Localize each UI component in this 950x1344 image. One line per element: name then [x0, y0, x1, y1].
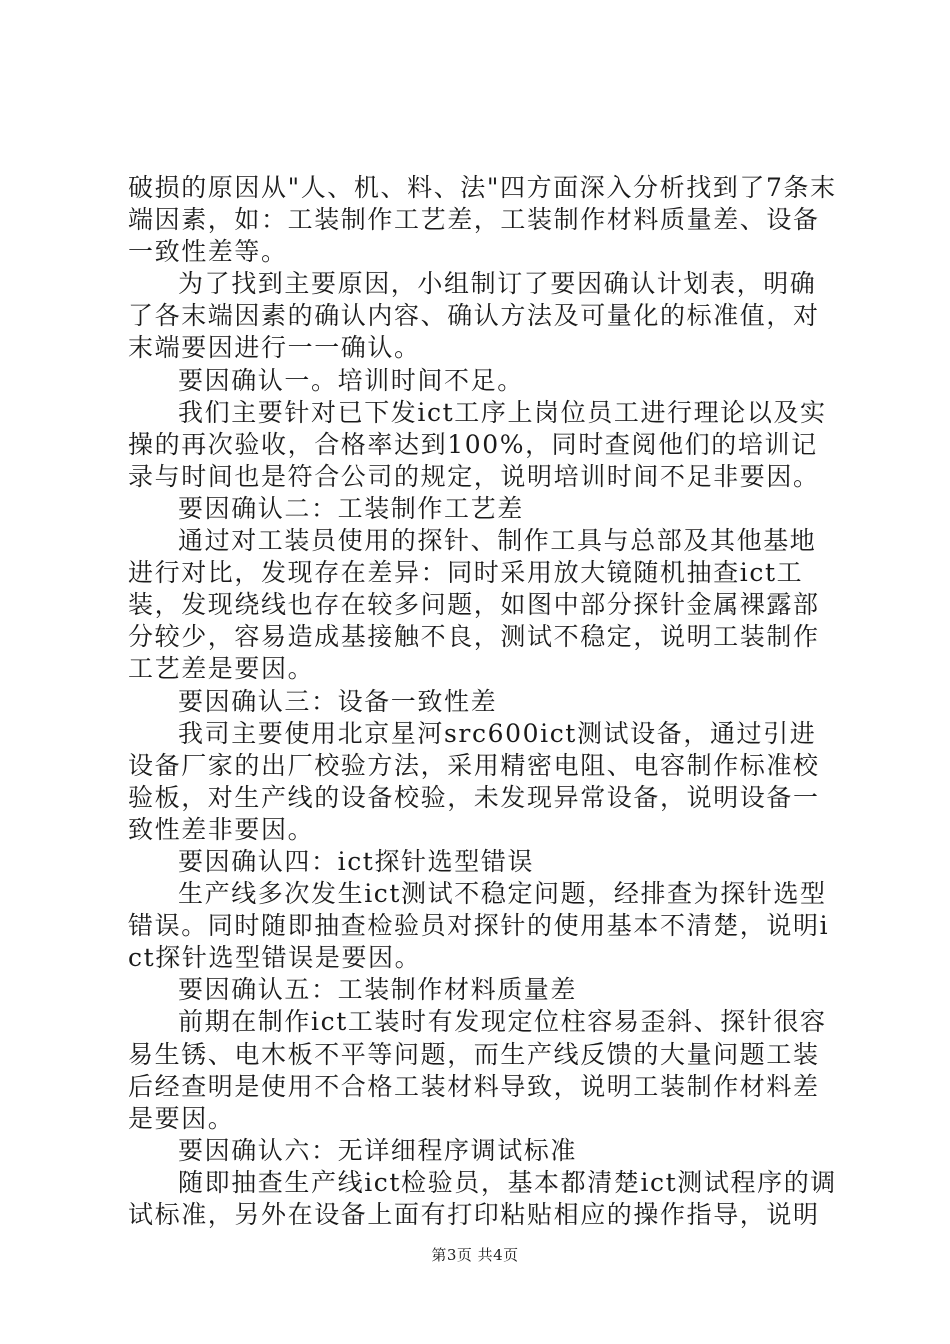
heading-cause-2: 要因确认二：工装制作工艺差	[178, 493, 524, 523]
heading-cause-3: 要因确认三：设备一致性差	[178, 686, 498, 716]
page-footer	[0, 1244, 950, 1265]
heading-cause-5: 要因确认五：工装制作材料质量差	[178, 975, 578, 1005]
document-body	[128, 172, 840, 1231]
paragraph-causes-summary: 破损的原因从"人、机、料、法"四方面深入分析找到了7条末端因素，如：工装制作工艺差，工装制作材料质量差、设备一致性差等。	[128, 173, 837, 267]
heading-cause-1: 要因确认一。培训时间不足。	[178, 365, 524, 395]
heading-cause-6: 要因确认六：无详细程序调试标准	[178, 1135, 578, 1165]
paragraph-cause-2: 通过对工装员使用的探针、制作工具与总部及其他基地进行对比，发现存在差异：同时采用放大镜随机抽查ict工装，发现绕线也存在较多问题，如图中部分探针金属裸露部分较少，容易造成基接触不良，测试不稳定，说明工装制作工艺差是要因。	[128, 526, 820, 684]
paragraph-confirmation-plan: 为了找到主要原因，小组制订了要因确认计划表，明确了各末端因素的确认内容、确认方法及可量化的标准值，对末端要因进行一一确认。	[128, 269, 820, 363]
paragraph-cause-5: 前期在制作ict工装时有发现定位柱容易歪斜、探针很容易生锈、电木板不平等问题，而生产线反馈的大量问题工装后经查明是使用不合格工装材料导致，说明工装制作材料差是要因。	[128, 1007, 827, 1133]
heading-cause-4: 要因确认四：ict探针选型错误	[178, 846, 535, 876]
paragraph-cause-1: 我们主要针对已下发ict工序上岗位员工进行理论以及实操的再次验收，合格率达到100%，同时查阅他们的培训记录与时间也是符合公司的规定，说明培训时间不足非要因。	[128, 397, 827, 491]
paragraph-cause-4: 生产线多次发生ict测试不稳定问题，经排查为探针选型错误。同时随即抽查检验员对探针的使用基本不清楚，说明ict探针选型错误是要因。	[128, 879, 830, 973]
page-number-label: 第3页 共4页	[431, 1246, 519, 1264]
paragraph-cause-3: 我司主要使用北京星河src600ict测试设备，通过引进设备厂家的出厂校验方法，采用精密电阻、电容制作标准校验板，对生产线的设备校验，未发现异常设备，说明设备一致性差非要因。	[128, 718, 820, 844]
paragraph-cause-6: 随即抽查生产线ict检验员，基本都清楚ict测试程序的调试标准，另外在设备上面有打印粘贴相应的操作指导，说明	[128, 1167, 837, 1229]
